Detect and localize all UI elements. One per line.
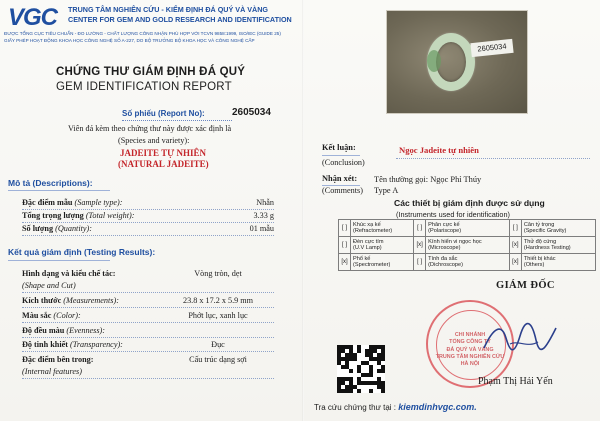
conclusion-rule [396, 158, 590, 159]
qr-module [369, 373, 373, 377]
report-number-rule [122, 120, 232, 121]
checkbox-specific-gravity: [ ] [509, 220, 521, 237]
comment-common-name: Tên thường gọi: Ngọc Phỉ Thúy [374, 175, 482, 184]
qr-module [381, 389, 385, 393]
descriptions-rule [8, 190, 110, 191]
internal-features-value: Cấu trúc dạng sợi [189, 355, 247, 364]
stamp-text: CHI NHÁNH TỔNG CÔNG TY ĐÁ QUÝ VÀ VÀNG TRUNG TÂM NGHIÊN CỨU HÀ NỘI [435, 332, 505, 368]
color-value: Phớt lục, xanh lục [188, 311, 248, 320]
instrument-others: Thiết bị khác (Others) [521, 254, 595, 271]
vgc-logo: VGC [8, 4, 58, 31]
instrument-row [339, 237, 596, 254]
instrument-specific-gravity: Cân tỷ trọng (Specific Gravity) [521, 220, 595, 237]
qr-module [381, 369, 385, 373]
qr-module [369, 389, 373, 393]
handwritten-signature [480, 318, 560, 358]
instruments-subtitle: (Instruments used for identification) [396, 210, 510, 219]
qr-module [381, 357, 385, 361]
signer-name: Phạm Thị Hải Yến [478, 376, 553, 387]
checkbox-polariscope: [ ] [414, 220, 426, 237]
quantity-value: 01 mẫu [249, 224, 274, 233]
shape-cut-value: Vòng tròn, dẹt [194, 269, 242, 278]
variety-vn: JADEITE TỰ NHIÊN [120, 148, 207, 158]
checkbox-dichroscope: [ ] [414, 254, 426, 271]
checkbox-hardness-testing: [x] [509, 237, 521, 254]
qr-module [349, 389, 353, 393]
lookup-label: Tra cứu chứng thư tại : [314, 403, 397, 412]
variety-en: (NATURAL JADEITE) [118, 159, 209, 169]
comment-type: Type A [374, 186, 399, 195]
license-line: GIẤY PHÉP HOẠT ĐỘNG KHOA HỌC CÔNG NGHỆ SỐ A-227, DO BỘ TRƯỞNG BỘ KHOA HỌC VÀ CÔNG NGHỆ CẤP [4, 38, 255, 43]
org-name-vn: TRUNG TÂM NGHIÊN CỨU - KIỂM ĐỊNH ĐÁ QUÝ VÀ VÀNG [68, 5, 269, 14]
conclusion-value: Ngọc Jadeite tự nhiên [399, 145, 479, 155]
photo-tag: 2605034 [470, 39, 513, 57]
instruments-title: Các thiết bị giám định được sử dụng [394, 198, 545, 208]
conclusion-rule-short [322, 155, 360, 156]
checkbox-spectrometer: [x] [339, 254, 351, 271]
certificate: VGC TRUNG TÂM NGHIÊN CỨU - KIỂM ĐỊNH ĐÁ QUÝ VÀ VÀNG CENTER FOR GEM AND GOLD RESEARCH AND IDENTIFICATION ĐƯỢC TỔNG CỤC TIÊU CHUẨN - ĐO LƯỜNG - CHẤT LƯỢNG CÔNG NHẬN PHÙ HỢP VỚI TCVN 9858:1999, ISO/IEC (GUIDE 25) GIẤY PHÉP HOẠT ĐỘNG KHOA HỌC CÔNG NGHỆ SỐ A-227, DO BỘ TRƯỞNG BỘ KHOA HỌC VÀ CÔNG NGHỆ CẤP CHỨNG THƯ GIÁM ĐỊNH ĐÁ QUÝ GEM IDENTIFICATION REPORT Số phiếu (Report No): 2605034 Viên đá kèm theo chứng thư này được xác định là (Species and variety): JADEITE TỰ NHIÊN (NATURAL JADEITE) Mô tả (Descriptions): Đặc điểm mẫu (Sample type): Nhẫn Tổng trọng lượng (Total weight): 3.33 g Số lượng (Quantity): 01 mẫu Kết quả giám định (Testing Results): Hình dạng và kiểu chế tác: (Shape and Cut) Vòng tròn, dẹt Kích thước (Measurements): 23.8 x 17.2 x 5.9 mm Màu sắc (Color): Phớt lục, xanh lục Độ đều màu (Evenness): Độ tinh khiết (Transparency): Đục Đặc điểm bên trong: (Internal features) Cấu trúc dạng sợi 2605034 Kết luận: (Conclusion) Ngọc Jadeite tự nhiên Nhận xét: (Comments) Tên thường gọi: Ngọc Phỉ Thúy Type A Các thiết bị giám định được sử dụng (Instruments used for identification) [ ] Khúc xạ kế (Refractometer) [ ] Phân cực kế (Polariscope) [ ] Cân tỷ trọng (Specific Gravity) [ ] Đèn cực tím (U.V Lamp) [x] Kính hiển vi ngọc học (Microscope) [x] Thử độ cứng (Hardness Testing) [x] Phổ kế (Spectrometer) [ ] Tính đa sắc (Dichroscope) [x] Thiết bị khác (Others) GIÁM ĐỐC CHI NHÁNH TỔNG CÔNG TY ĐÁ QUÝ VÀ VÀNG TRUNG TÂM NGHIÊN CỨU HÀ NỘI Phạm Thị Hải Yến Tra cứu chứng thư tại : kiemdinhvgc.com. [0, 0, 600, 421]
report-title-en: GEM IDENTIFICATION REPORT [56, 81, 232, 93]
instrument-microscope: Kính hiển vi ngọc học (Microscope) [426, 237, 510, 254]
species-intro-vn: Viên đá kèm theo chứng thư này được xác định là [68, 124, 232, 133]
report-number: 2605034 [232, 107, 271, 118]
transparency-value: Đục [211, 340, 225, 349]
testing-results-heading: Kết quả giám định (Testing Results): [8, 247, 156, 257]
checkbox-uv-lamp: [ ] [339, 237, 351, 254]
report-title-vn: CHỨNG THƯ GIÁM ĐỊNH ĐÁ QUÝ [56, 66, 246, 78]
org-name-en: CENTER FOR GEM AND GOLD RESEARCH AND IDENTIFICATION [68, 15, 292, 24]
center-fold [302, 0, 304, 421]
checkbox-refractometer: [ ] [339, 220, 351, 237]
testing-results-rule [8, 260, 110, 261]
qr-module [357, 389, 361, 393]
checkbox-others: [x] [509, 254, 521, 271]
instrument-refractometer: Khúc xạ kế (Refractometer) [351, 220, 414, 237]
instrument-uv-lamp: Đèn cực tím (U.V Lamp) [351, 237, 414, 254]
report-number-label: Số phiếu (Report No): [122, 109, 205, 118]
gem-photo [386, 10, 528, 114]
instrument-row [339, 254, 596, 271]
sample-type-value: Nhẫn [256, 198, 274, 207]
instrument-row [339, 220, 596, 237]
checkbox-microscope: [x] [414, 237, 426, 254]
director-title: GIÁM ĐỐC [496, 280, 555, 291]
conclusion-label: Kết luận: [322, 143, 356, 152]
total-weight-value: 3.33 g [253, 211, 274, 220]
qr-module [357, 349, 361, 353]
comments-label: Nhận xét: [322, 174, 358, 183]
instrument-polariscope: Phân cực kế (Polariscope) [426, 220, 510, 237]
instrument-hardness-testing: Thử độ cứng (Hardness Testing) [521, 237, 595, 254]
lookup-site-link[interactable]: kiemdinhvgc.com. [398, 402, 477, 412]
accreditation-line: ĐƯỢC TỔNG CỤC TIÊU CHUẨN - ĐO LƯỜNG - CHẤT LƯỢNG CÔNG NHẬN PHÙ HỢP VỚI TCVN 9858:1999, ISO/IEC (GUIDE 25) [4, 31, 281, 36]
qr-module [349, 369, 353, 373]
conclusion-label-en: (Conclusion) [322, 158, 365, 167]
jade-ring-image [427, 33, 475, 91]
qr-module [353, 357, 357, 361]
instrument-spectrometer: Phổ kế (Spectrometer) [351, 254, 414, 271]
instruments-table [338, 219, 596, 271]
lookup-line [314, 402, 477, 412]
measurements-value: 23.8 x 17.2 x 5.9 mm [182, 296, 254, 305]
species-intro-en: (Species and variety): [118, 136, 190, 145]
descriptions-heading: Mô tả (Descriptions): [8, 178, 93, 188]
comments-label-en: (Comments) [322, 186, 363, 195]
instrument-dichroscope: Tính đa sắc (Dichroscope) [426, 254, 510, 271]
qr-code[interactable] [337, 345, 385, 393]
